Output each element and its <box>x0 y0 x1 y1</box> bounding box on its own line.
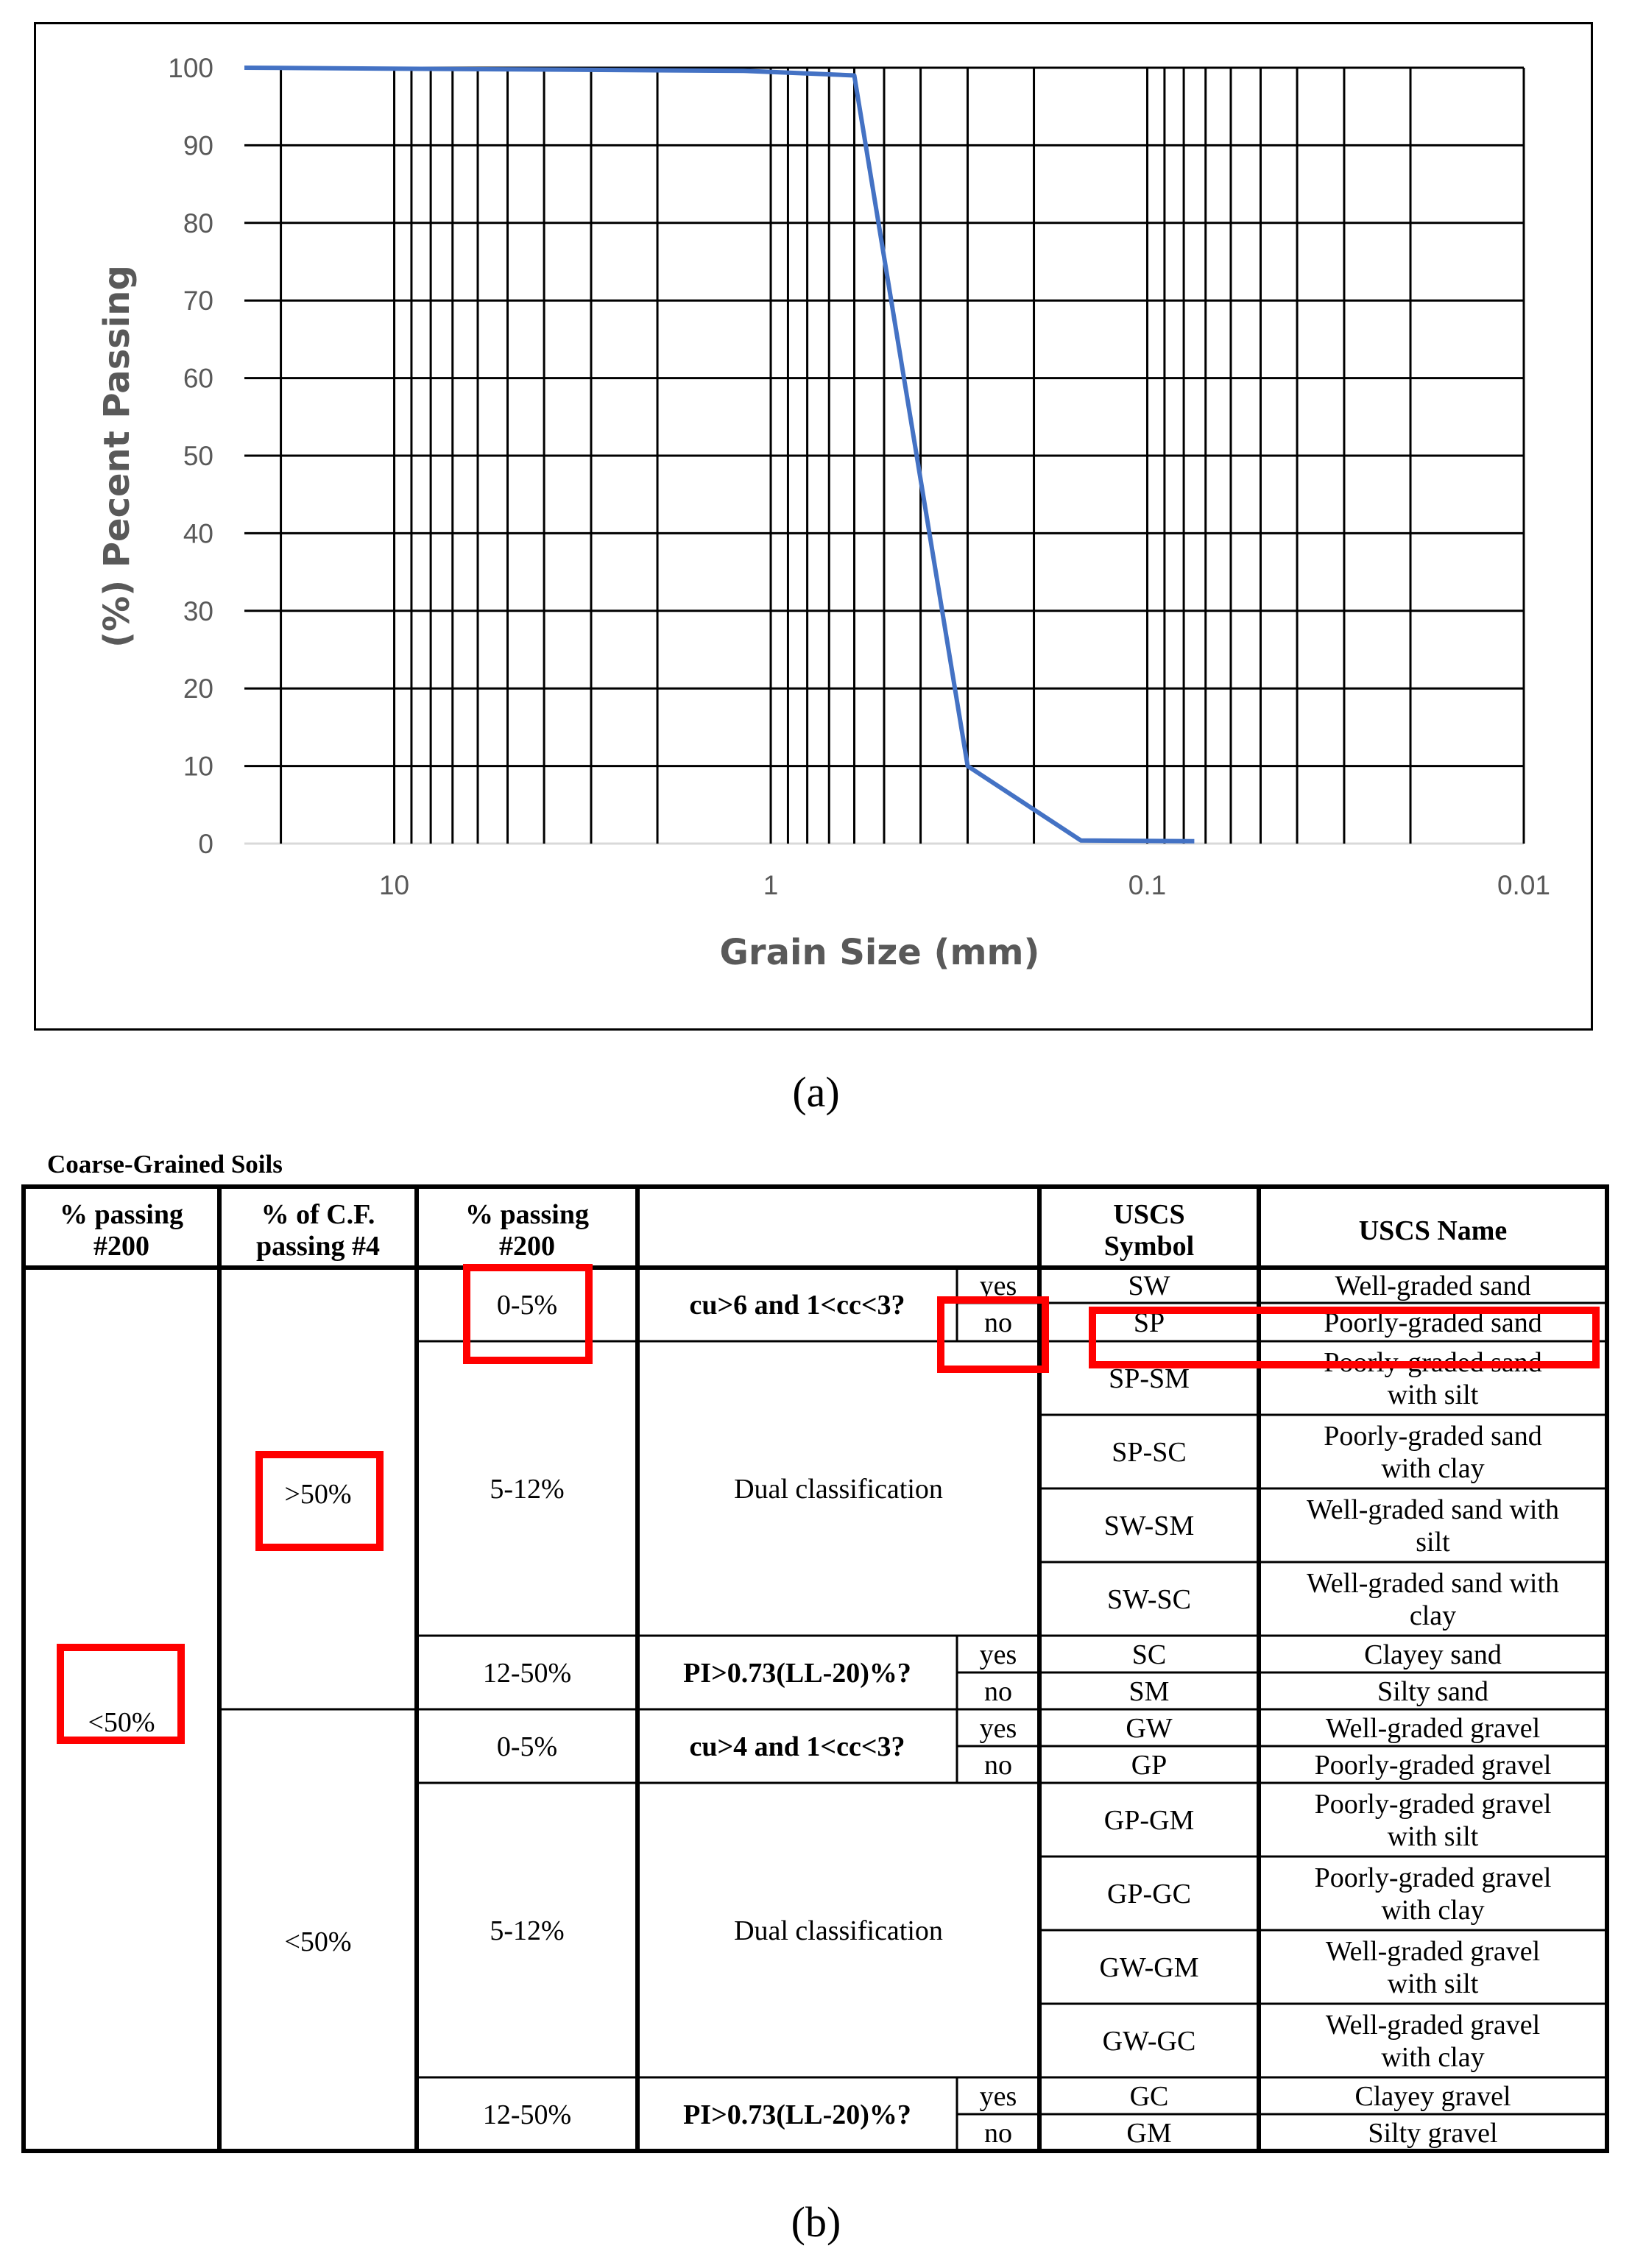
uscs-name: Well-graded sand with <box>1306 1494 1560 1525</box>
uscs-name: Well-graded sand <box>1335 1271 1531 1301</box>
uscs-name: with silt <box>1387 1968 1479 1999</box>
answer-no: no <box>984 1750 1012 1781</box>
y-tick-label: 60 <box>183 363 213 394</box>
header-symbol: Symbol <box>1103 1231 1195 1262</box>
fines-range-value: 0-5% <box>496 1290 558 1321</box>
uscs-name: Poorly-graded gravel <box>1314 1789 1552 1820</box>
uscs-name: with clay <box>1381 1453 1485 1484</box>
uscs-name: Well-graded gravel <box>1325 1713 1541 1744</box>
uscs-symbol: SM <box>1128 1676 1170 1707</box>
uscs-symbol: GP-GM <box>1103 1805 1195 1836</box>
uscs-name: silt <box>1416 1527 1450 1558</box>
criterion-question: PI>0.73(LL-20)%? <box>683 1658 911 1689</box>
uscs-name: Poorly-graded sand <box>1324 1347 1542 1378</box>
answer-no: no <box>984 2118 1012 2149</box>
uscs-name: with silt <box>1387 1821 1479 1852</box>
uscs-name: Poorly-graded sand <box>1324 1421 1542 1452</box>
y-tick-label: 30 <box>183 596 213 626</box>
x-tick-label: 0.1 <box>1128 870 1167 900</box>
uscs-name: Clayey sand <box>1364 1639 1502 1670</box>
answer-yes: yes <box>979 1713 1017 1744</box>
header-col1: % passing <box>60 1199 183 1230</box>
uscs-symbol: SW-SM <box>1103 1511 1195 1541</box>
uscs-name: Well-graded gravel <box>1325 1936 1541 1967</box>
x-tick-label: 0.01 <box>1497 870 1551 900</box>
uscs-symbol: GW-GM <box>1099 1952 1199 1983</box>
uscs-name: with clay <box>1381 2042 1485 2073</box>
uscs-name: Poorly-graded sand <box>1324 1307 1542 1338</box>
cf-passing-value: <50% <box>284 1926 352 1957</box>
passing-200-value: <50% <box>88 1707 155 1738</box>
fines-range-value: 5-12% <box>490 1474 565 1505</box>
uscs-name: Well-graded sand with <box>1306 1568 1560 1599</box>
uscs-name: Silty sand <box>1377 1676 1488 1707</box>
header-col3: % passing <box>465 1199 589 1230</box>
criterion-question: cu>6 and 1<cc<3? <box>689 1290 905 1321</box>
header-col3: #200 <box>499 1231 555 1262</box>
fines-range-value: 12-50% <box>482 1658 572 1689</box>
answer-yes: yes <box>979 1271 1017 1301</box>
answer-no: no <box>984 1676 1012 1707</box>
uscs-name: Poorly-graded gravel <box>1314 1750 1552 1781</box>
caption-a: (a) <box>792 1068 840 1116</box>
y-tick-label: 0 <box>198 829 213 859</box>
header-col2: passing #4 <box>256 1231 380 1262</box>
uscs-symbol: GW-GC <box>1102 2026 1196 2057</box>
y-tick-label: 80 <box>183 208 213 239</box>
y-tick-label: 100 <box>168 53 213 83</box>
table-title: Coarse-Grained Soils <box>47 1150 283 1179</box>
caption-b: (b) <box>791 2198 841 2246</box>
dual-classification-text: Dual classification <box>734 1474 943 1505</box>
uscs-symbol: GM <box>1126 2118 1172 2149</box>
y-axis-title: (%) Pecent Passing <box>96 265 138 648</box>
y-tick-label: 70 <box>183 286 213 317</box>
uscs-symbol: GW <box>1126 1713 1173 1744</box>
uscs-name: with clay <box>1381 1895 1485 1926</box>
cf-passing-value: >50% <box>284 1479 352 1510</box>
header-symbol: USCS <box>1113 1199 1185 1230</box>
answer-yes: yes <box>979 1639 1017 1670</box>
criterion-question: PI>0.73(LL-20)%? <box>683 2099 911 2130</box>
x-tick-label: 10 <box>378 870 410 900</box>
uscs-name: Clayey gravel <box>1354 2081 1511 2112</box>
uscs-symbol: SW <box>1128 1271 1170 1301</box>
uscs-symbol: SP <box>1133 1307 1165 1338</box>
uscs-name: clay <box>1409 1600 1457 1631</box>
header-col1: #200 <box>93 1231 149 1262</box>
x-axis-title: Grain Size (mm) <box>719 932 1040 973</box>
fines-range-value: 0-5% <box>496 1731 558 1762</box>
uscs-name: Poorly-graded gravel <box>1314 1862 1552 1893</box>
uscs-name: with silt <box>1387 1379 1479 1410</box>
answer-yes: yes <box>979 2081 1017 2112</box>
header-name: USCS Name <box>1358 1215 1508 1246</box>
uscs-symbol: GP-GC <box>1106 1879 1192 1910</box>
y-tick-label: 40 <box>183 518 213 549</box>
uscs-symbol: SW-SC <box>1106 1584 1192 1615</box>
y-tick-label: 50 <box>183 441 213 471</box>
y-tick-label: 10 <box>183 751 213 782</box>
x-tick-label: 1 <box>763 870 779 900</box>
fines-range-value: 12-50% <box>482 2099 572 2130</box>
fines-range-value: 5-12% <box>490 1915 565 1946</box>
uscs-name: Silty gravel <box>1368 2118 1498 2149</box>
uscs-name: Well-graded gravel <box>1325 2010 1541 2041</box>
uscs-symbol: GC <box>1129 2081 1169 2112</box>
uscs-symbol: GP <box>1131 1750 1168 1781</box>
header-col2: % of C.F. <box>261 1199 375 1230</box>
y-tick-label: 20 <box>183 674 213 704</box>
uscs-symbol: SP-SM <box>1109 1363 1190 1394</box>
uscs-symbol: SP-SC <box>1112 1437 1187 1468</box>
y-tick-label: 90 <box>183 130 213 161</box>
answer-no: no <box>984 1307 1012 1338</box>
uscs-symbol: SC <box>1131 1639 1167 1670</box>
criterion-question: cu>4 and 1<cc<3? <box>689 1731 905 1762</box>
dual-classification-text: Dual classification <box>734 1915 943 1946</box>
